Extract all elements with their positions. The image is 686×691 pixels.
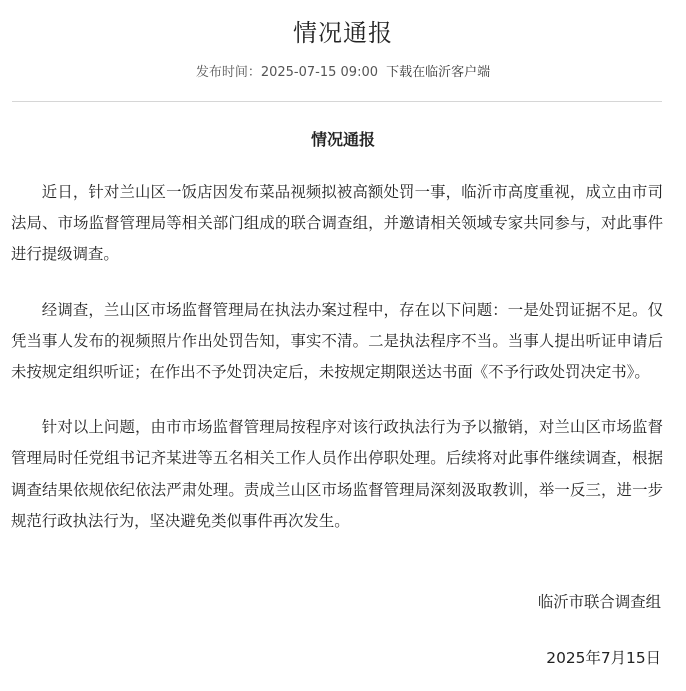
paragraph-2: 经调查，兰山区市场监督管理局在执法办案过程中，存在以下问题：一是处罚证据不足。仅凭当事人发布的视频照片作出处罚告知，事实不清。二是执法程序不当。当事人提出听证申请后未按规定组织听证；在作出不予处罚决定后，未按规定期限送达书面《不予行政处罚决定书》。 <box>11 300 663 382</box>
download-app-link[interactable]: 下载在临沂客户端 <box>386 65 491 80</box>
article-title: 情况通报 <box>310 130 375 149</box>
publish-time-label: 发布时间： <box>195 65 261 80</box>
header-divider <box>12 101 662 102</box>
publish-time: 2025-07-15 09:00 <box>260 65 378 80</box>
signature-date: 2025年7月15日 <box>546 649 661 667</box>
signature: 临沂市联合调查组 <box>537 593 661 611</box>
paragraph-1: 近日，针对兰山区一饭店因发布菜品视频拟被高额处罚一事，临沂市高度重视，成立由市司法局、市场监督管理局等相关部门组成的联合调查组，并邀请相关领域专家共同参与，对此事件进行提级调查。 <box>11 183 663 264</box>
page-title: 情况通报 <box>293 19 393 47</box>
paragraph-3: 针对以上问题，由市市场监督管理局按程序对该行政执法行为予以撤销，对兰山区市场监督管理局时任党组书记齐某进等五名相关工作人员作出停职处理。后续将对此事件继续调查，根据调查结果依规依纪依法严肃处理。责成兰山区市场监督管理局深刻汲取教训，举一反三，进一步规范行政执法行为，坚决避免类似事件再次发生。 <box>11 418 663 530</box>
article-body <box>11 177 663 561</box>
publish-meta <box>0 63 686 83</box>
